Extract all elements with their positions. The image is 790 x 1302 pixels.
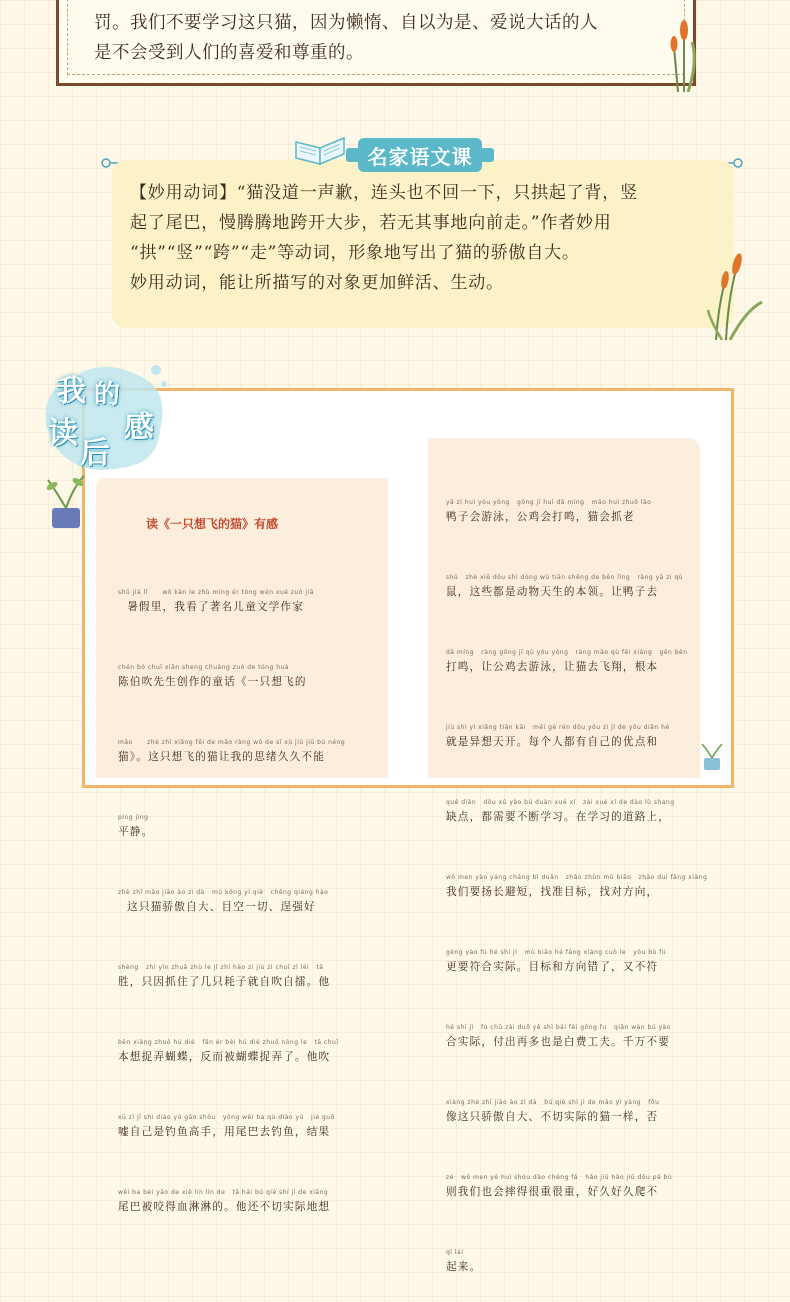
essay-text: 更要符合实际。目标和方向错了，又不符 (446, 961, 659, 973)
top-paragraph-line: 罚。我们不要学习这只猫，因为懒惰、自以为是、爱说大话的人 (94, 13, 598, 33)
essay-line (446, 725, 707, 754)
essay-text: 就是异想天开。每个人都有自己的优点和 (446, 736, 659, 748)
pinyin-line: zhè zhī māo jiāo ào zì dà mù kōng yí qiè chěng qiáng hào (118, 889, 329, 896)
pinyin-line: wěi ba bèi yǎo de xiě lín lín de tā hái bú qiè shí jì de xiǎng (118, 1189, 329, 1196)
essay-text: 本想捉弄蝴蝶，反而被蝴蝶捉弄了。他吹 (118, 1051, 331, 1063)
essay-text: 打鸣，让公鸡去游泳，让猫去飞翔，根本 (446, 661, 659, 673)
essay-text: 鸭子会游泳，公鸡会打鸣，猫会抓老 (446, 511, 635, 523)
essay-text: 则我们也会摔得很重很重，好久好久爬不 (446, 1186, 659, 1198)
pinyin-line: hé shí jì fù chū zài duō yě shì bái fèi gōng fu qiān wàn bú yào (446, 1024, 671, 1031)
essay-line (446, 1175, 707, 1204)
pinyin-line: māo zhè zhī xiǎng fēi de māo ràng wǒ de sī xù jiǔ jiǔ bù néng (118, 739, 346, 746)
essay-text: 尾巴被咬得血淋淋的。他还不切实际地想 (118, 1201, 331, 1213)
essay-line (446, 875, 707, 904)
essay-text: 猫》。这只想飞的猫让我的思绪久久不能 (118, 751, 325, 763)
badge-char: 后 (80, 436, 110, 471)
essay-text: 合实际，付出再多也是白费工夫。千万不要 (446, 1036, 671, 1048)
reeds-decoration-icon (706, 240, 766, 340)
essay-text: 像这只骄傲自大、不切实际的猫一样，否 (446, 1111, 659, 1123)
essay-line (118, 665, 345, 694)
essay-line (446, 1250, 707, 1279)
essay-line (446, 575, 707, 604)
pinyin-line: běn xiǎng zhuō hú dié fǎn ér bèi hú dié zhuō nòng le tā chuī (118, 1039, 339, 1046)
essay-line (446, 1100, 707, 1129)
essay-text: 我们要扬长避短，找准目标，找对方向， (446, 886, 659, 898)
essay-line (118, 1115, 345, 1144)
essay-line (118, 1190, 345, 1219)
potted-plant-icon (698, 740, 726, 772)
pinyin-line: píng jìng (118, 814, 149, 821)
lesson-line: 妙用动词，能让所描写的对象更加鲜活、生动。 (130, 273, 504, 293)
pinyin-line: zé wǒ men yě huì shòu dào chéng fá hǎo jiǔ hǎo jiǔ dōu pá bù (446, 1174, 673, 1181)
lesson-text (130, 178, 720, 298)
reeds-decoration-icon (664, 12, 704, 92)
essay-text: 暑假里，我看了著名儿童文学作家 (118, 601, 305, 613)
essay-text: 嘘自己是钓鱼高手，用尾巴去钓鱼，结果 (118, 1126, 331, 1138)
essay-text: 起来。 (446, 1261, 482, 1273)
lesson-line: 起了尾巴，慢腾腾地跨开大步，若无其事地向前走。”作者妙用 (130, 213, 612, 233)
essay-line (446, 1025, 707, 1054)
essay-text: 缺点，都需要不断学习。在学习的道路上， (446, 811, 671, 823)
pinyin-line: chén bó chuī xiān sheng chuàng zuò de tóng huà (118, 664, 289, 671)
pinyin-line: yā zi huì yóu yǒng gōng jī huì dǎ míng māo huì zhuō lǎo (446, 499, 652, 506)
pinyin-line: dǎ míng ràng gōng jī qù yóu yǒng ràng māo qù fēi xiáng gēn běn (446, 649, 688, 656)
badge-char: 我 (56, 374, 86, 409)
open-book-icon (292, 132, 350, 166)
lesson-line: “拱”“竖”“跨”“走”等动词，形象地写出了猫的骄傲自大。 (130, 243, 580, 263)
pinyin-line: gèng yào fú hé shí jì mù biāo hé fāng xiàng cuò le yòu bù fú (446, 949, 667, 956)
badge-char: 感 (124, 410, 154, 445)
pinyin-line: wǒ men yào yáng cháng bì duǎn zhǎo zhǔn mù biāo zhǎo duì fāng xiàng (446, 874, 708, 881)
pinyin-line: shǔ zhè xiē dōu shì dòng wù tiān shēng de běn lǐng ràng yā zi qù (446, 574, 684, 581)
essay-text: 平静。 (118, 826, 154, 838)
essay-line (118, 740, 345, 769)
pinyin-line: shǔ jià lǐ wǒ kàn le zhù míng ér tóng wén xué zuò jiā (118, 589, 314, 596)
essay-line (446, 950, 707, 979)
essay-text: 鼠，这些都是动物天生的本领。让鸭子去 (446, 586, 659, 598)
pinyin-line: shèng zhǐ yīn zhuā zhù le jǐ zhī hào zi jiù zì chuī zì léi tā (118, 964, 324, 971)
badge-char: 的 (94, 380, 121, 410)
pinyin-line: xiàng zhè zhī jiāo ào zì dà bú qiè shí jì de māo yí yàng fǒu (446, 1099, 660, 1106)
pinyin-line: quē diǎn dōu xū yào bú duàn xué xí zài xué xí de dào lù shang (446, 799, 675, 806)
essay-left-column (118, 544, 345, 1242)
essay-line (118, 590, 345, 619)
pinyin-line: qǐ lái (446, 1249, 464, 1256)
essay-line (118, 890, 345, 919)
essay-line (446, 650, 707, 679)
essay-title: 读《一只想飞的猫》有感 (146, 517, 279, 531)
badge-char: 读 (48, 416, 78, 451)
top-paragraph (94, 8, 684, 68)
essay-text: 这只猫骄傲自大、目空一切、逞强好 (118, 901, 316, 913)
essay-line (118, 1040, 345, 1069)
essay-line (118, 815, 345, 844)
lesson-line: 【妙用动词】“猫没道一声歉，连头也不回一下，只拱起了背，竖 (130, 183, 638, 203)
section-tab-title: 名家语文课 (358, 138, 482, 172)
essay-text: 胜，只因抓住了几只耗子就自吹自擂。他 (118, 976, 331, 988)
essay-line (446, 800, 707, 829)
potted-plant-icon (44, 468, 88, 532)
top-paragraph-line: 是不会受到人们的喜爱和尊重的。 (94, 43, 364, 63)
reading-reflection-badge (40, 360, 170, 480)
pinyin-line: jiù shì yì xiǎng tiān kāi měi gè rén dōu yǒu zì jǐ de yōu diǎn hé (446, 724, 670, 731)
essay-right-column (446, 454, 707, 1302)
essay-line (446, 500, 707, 529)
essay-text: 陈伯吹先生创作的童话《一只想飞的 (118, 676, 307, 688)
pinyin-line: xū zì jǐ shì diào yú gāo shǒu yòng wěi ba qù diào yú jié guǒ (118, 1114, 335, 1121)
essay-line (118, 965, 345, 994)
